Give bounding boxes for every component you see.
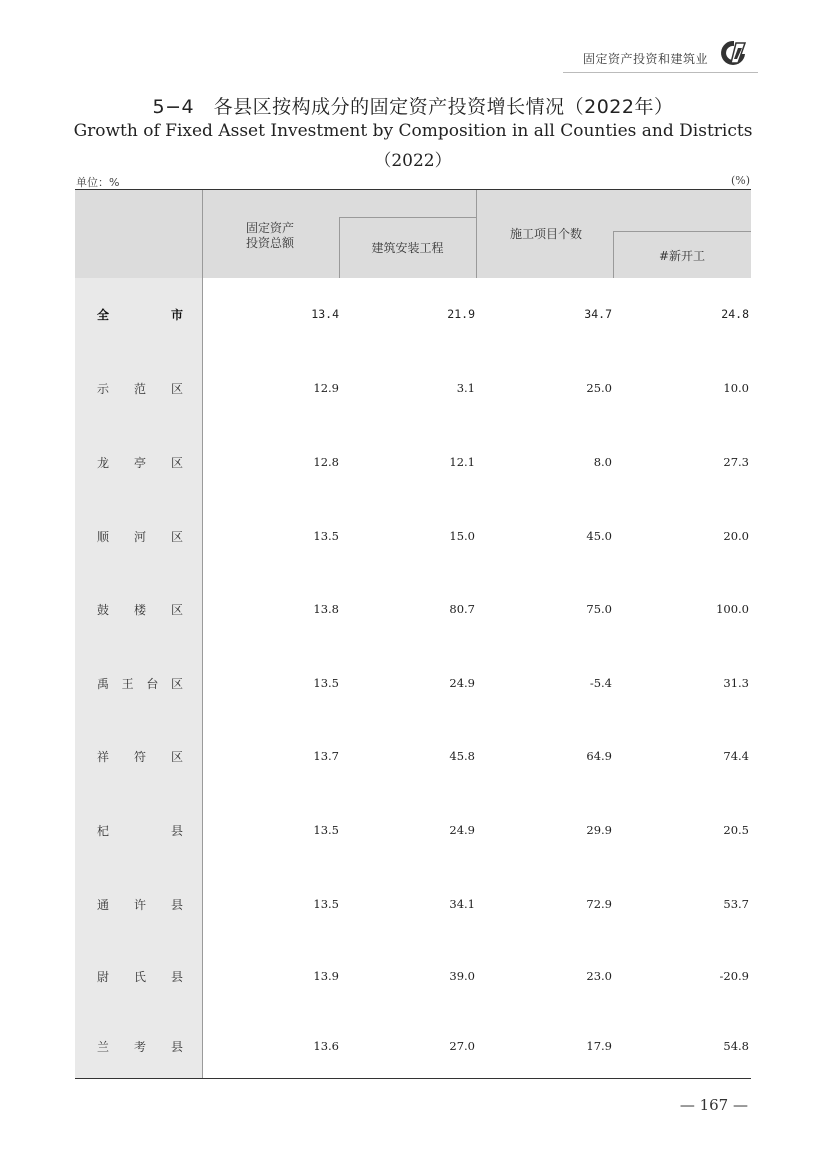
table-cell: 10.0: [723, 381, 749, 395]
table-cell: -5.4: [589, 676, 612, 690]
row-label-char: 市: [170, 307, 183, 322]
row-label-char: 鼓: [97, 602, 110, 617]
row-label-char: 县: [170, 823, 183, 838]
unit-label: 单位：%: [76, 176, 120, 189]
table-cell: 45.8: [449, 749, 475, 763]
row-label-char: 杞: [97, 823, 110, 838]
table-cell: 12.9: [313, 381, 339, 395]
row-label: [97, 452, 183, 472]
table-cell: 64.9: [586, 749, 612, 763]
table-cell: 13.7: [313, 749, 339, 763]
row-label-char: 龙: [97, 455, 110, 470]
table-cell: 20.0: [723, 529, 749, 543]
table-cell: 20.5: [723, 823, 749, 837]
table-cell: 53.7: [723, 897, 749, 911]
page-header: [0, 0, 826, 70]
row-label-char: 考: [133, 1039, 146, 1054]
row-label-char: 县: [170, 1039, 183, 1054]
table-cell: 25.0: [586, 381, 612, 395]
table-cell: 34.1: [449, 897, 475, 911]
table-cell: 17.9: [586, 1039, 612, 1053]
table-title-year: （2022）: [374, 151, 452, 171]
table-cell: 45.0: [586, 529, 612, 543]
table-cell: 13.4: [311, 307, 339, 321]
table-cell: 31.3: [723, 676, 749, 690]
table-cell: 27.3: [723, 455, 749, 469]
table-cell: 21.9: [447, 307, 475, 321]
row-label-char: 王: [121, 676, 134, 691]
row-label: [97, 1036, 183, 1056]
page-number: — 167 —: [679, 1096, 748, 1114]
row-label-char: 楼: [133, 602, 146, 617]
table-cell: 13.5: [313, 529, 339, 543]
row-label-char: 范: [133, 381, 146, 396]
row-label-char: 氏: [133, 969, 146, 984]
table-row: [75, 452, 751, 472]
table-row: [75, 746, 751, 766]
table-bottom-rule: [75, 1078, 751, 1079]
row-label-char: 示: [97, 381, 110, 396]
row-label-char: 顺: [97, 529, 110, 544]
row-label: [97, 526, 183, 546]
table-cell: 74.4: [723, 749, 749, 763]
header-subrule: [339, 217, 476, 218]
row-label-char: 禹: [97, 676, 110, 691]
col-header-new-started: #新开工: [658, 249, 706, 263]
table-cell: 75.0: [586, 602, 612, 616]
table-row: [75, 526, 751, 546]
table-cell: 23.0: [586, 969, 612, 983]
row-label-char: 符: [133, 749, 146, 764]
row-label: [97, 894, 183, 914]
table-cell: 80.7: [449, 602, 475, 616]
col-header-projects: 施工项目个数: [509, 227, 582, 241]
table-row: [75, 894, 751, 914]
row-label-char: 台: [146, 676, 159, 691]
row-label-char: 县: [170, 897, 183, 912]
row-label-char: 亭: [133, 455, 146, 470]
table-cell: 13.5: [313, 676, 339, 690]
row-label-char: 祥: [97, 749, 110, 764]
table-cell: 24.8: [721, 307, 749, 321]
row-label: [97, 599, 183, 619]
section-label: 固定资产投资和建筑业: [582, 52, 708, 66]
row-label-char: 区: [170, 676, 183, 691]
row-label: [97, 820, 183, 840]
table-header: [75, 190, 751, 278]
table-cell: 24.9: [449, 823, 475, 837]
table-row: [75, 378, 751, 398]
table-cell: 8.0: [593, 455, 612, 469]
row-label-char: 区: [170, 455, 183, 470]
table-cell: 3.1: [456, 381, 475, 395]
table-row: [75, 820, 751, 840]
col-header-construction: 建筑安装工程: [371, 241, 444, 255]
table-cell: 34.7: [584, 307, 612, 321]
table-cell: 27.0: [449, 1039, 475, 1053]
table-cell: 12.1: [449, 455, 475, 469]
row-label-char: 河: [133, 529, 146, 544]
row-label-char: 区: [170, 529, 183, 544]
row-label: [97, 673, 183, 693]
table-cell: -20.9: [719, 969, 749, 983]
row-label-char: 区: [170, 749, 183, 764]
row-label: [97, 378, 183, 398]
table-cell: 100.0: [716, 602, 749, 616]
row-label: [97, 966, 183, 986]
table-cell: 13.6: [313, 1039, 339, 1053]
table-cell: 13.8: [313, 602, 339, 616]
row-label-char: 兰: [97, 1039, 110, 1054]
row-label-char: 许: [133, 897, 146, 912]
table-row: [75, 304, 751, 324]
unit-label-en: (%): [730, 174, 750, 187]
row-label-char: 全: [97, 307, 110, 322]
table-title-cn: 5−4 各县区按构成分的固定资产投资增长情况（2022年）: [152, 96, 674, 118]
table-cell: 13.5: [313, 897, 339, 911]
row-label-char: 县: [170, 969, 183, 984]
table-cell: 54.8: [723, 1039, 749, 1053]
table-cell: 13.9: [313, 969, 339, 983]
table-cell: 15.0: [449, 529, 475, 543]
table-cell: 12.8: [313, 455, 339, 469]
chapter-logo-icon: [718, 38, 748, 68]
row-label: [97, 746, 183, 766]
row-label-char: 通: [97, 897, 110, 912]
row-label-char: 区: [170, 602, 183, 617]
header-subrule: [613, 231, 751, 232]
table-row: [75, 1036, 751, 1056]
col-header-total-investment: 固定资产 投资总额: [245, 221, 294, 250]
row-label-char: 区: [170, 381, 183, 396]
table-row: [75, 599, 751, 619]
table-cell: 13.5: [313, 823, 339, 837]
table-cell: 29.9: [586, 823, 612, 837]
table-row: [75, 966, 751, 986]
row-label: [97, 304, 183, 324]
table-row: [75, 673, 751, 693]
table-cell: 39.0: [449, 969, 475, 983]
table-cell: 24.9: [449, 676, 475, 690]
header-rule: [563, 72, 758, 73]
table-cell: 72.9: [586, 897, 612, 911]
table-title-en: Growth of Fixed Asset Investment by Composition in all Counties and Districts: [73, 121, 753, 141]
row-label-char: 尉: [97, 969, 110, 984]
